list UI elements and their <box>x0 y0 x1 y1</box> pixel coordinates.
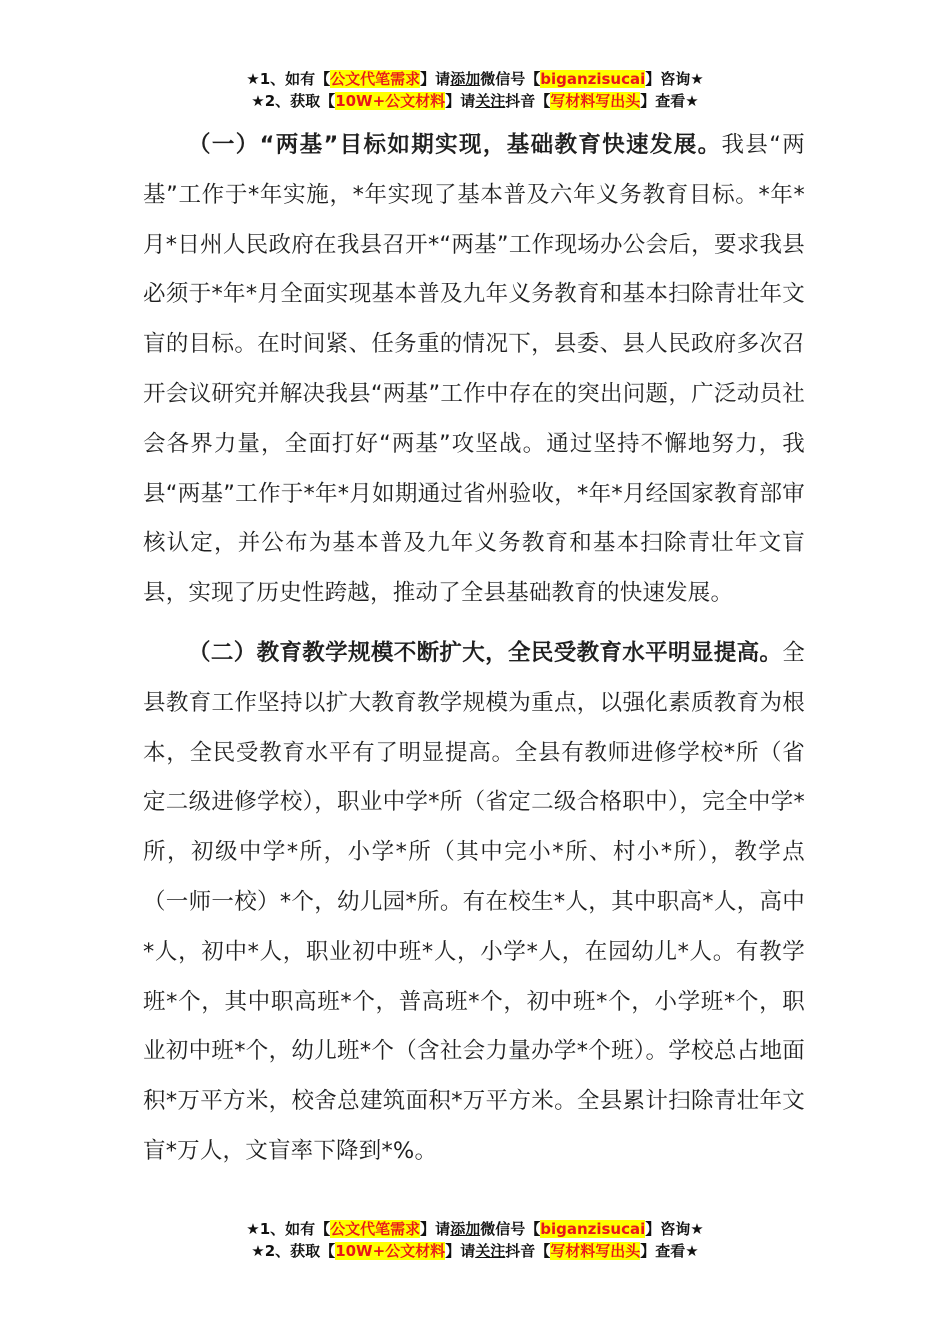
banner-underline: 添加 <box>450 1220 481 1238</box>
banner-text: 】请 <box>420 1220 451 1238</box>
paragraph-2 <box>143 629 805 1177</box>
banner-underline: 关注 <box>475 92 506 110</box>
banner-text: ★2、获取【 <box>251 92 336 110</box>
banner-text: 】查看★ <box>640 92 699 110</box>
banner-text: 】请 <box>445 1242 476 1260</box>
banner-highlight: biganzisucai <box>540 70 646 88</box>
banner-text: 】咨询★ <box>645 70 704 88</box>
paragraph-heading: （一）“两基”目标如期实现，基础教育快速发展。 <box>188 132 722 158</box>
banner-line-2 <box>0 90 950 112</box>
paragraph-text: 全县教育工作坚持以扩大教育教学规模为重点，以强化素质教育为根本，全民受教育水平有了明显提高。全县有教师进修学校*所（省定二级进修学校），职业中学*所（省定二级合格职中），完全中学*所，初级中学*所，小学*所（其中完小*所、村小*所），教学点（一师一校）*个，幼儿园*所。有在校生*人，其中职高*人，高中*人，初中*人，职业初中班*人，小学*人，在园幼儿*人。有教学班*个，其中职高班*个，普高班*个，初中班*个，小学班*个，职业初中班*个，幼儿班*个（含社会力量办学*个班）。学校总占地面积*万平方米，校舍总建筑面积*万平方米。全县累计扫除青壮年文盲*万人，文盲率下降到*%。 <box>143 639 805 1164</box>
banner-highlight: 10W+公文材料 <box>335 92 446 110</box>
banner-line-2 <box>0 1240 950 1262</box>
document-body <box>143 121 805 1177</box>
paragraph-heading: （二）教育教学规模不断扩大，全民受教育水平明显提高。 <box>188 639 783 666</box>
banner-text: ★2、获取【 <box>251 1242 336 1260</box>
banner-highlight: 写材料写出头 <box>550 92 641 110</box>
banner-underline: 关注 <box>475 1242 506 1260</box>
banner-text: 微信号【 <box>480 1220 541 1238</box>
banner-text: 微信号【 <box>480 70 541 88</box>
banner-underline: 添加 <box>450 70 481 88</box>
banner-text: ★1、如有【 <box>246 1220 331 1238</box>
paragraph-text: 我县“两基”工作于*年实施，*年实现了基本普及六年义务教育目标。*年*月*日州人民政府在我县召开*“两基”工作现场办公会后，要求我县必须于*年*月全面实现基本普及九年义务教育和基本扫除青壮年文盲的目标。在时间紧、任务重的情况下，县委、县人民政府多次召开会议研究并解决我县“两基”工作中存在的突出问题，广泛动员社会各界力量，全面打好“两基”攻坚战。通过坚持不懈地努力，我县“两基”工作于*年*月如期通过省州验收，*年*月经国家教育部审核认定，并公布为基本普及九年义务教育和基本扫除青壮年文盲县，实现了历史性跨越，推动了全县基础教育的快速发展。 <box>143 132 805 607</box>
banner-text: ★1、如有【 <box>246 70 331 88</box>
banner-text: 】咨询★ <box>645 1220 704 1238</box>
footer-banner <box>0 1218 950 1262</box>
banner-text: 】查看★ <box>640 1242 699 1260</box>
header-banner <box>0 68 950 112</box>
banner-highlight: 10W+公文材料 <box>335 1242 446 1260</box>
banner-highlight: 公文代笔需求 <box>330 1220 421 1238</box>
banner-highlight: 公文代笔需求 <box>330 70 421 88</box>
paragraph-1 <box>143 121 805 619</box>
banner-text: 抖音【 <box>505 1242 551 1260</box>
banner-highlight: biganzisucai <box>540 1220 646 1238</box>
banner-text: 】请 <box>420 70 451 88</box>
banner-text: 抖音【 <box>505 92 551 110</box>
banner-line-1 <box>0 1218 950 1240</box>
banner-line-1 <box>0 68 950 90</box>
banner-highlight: 写材料写出头 <box>550 1242 641 1260</box>
banner-text: 】请 <box>445 92 476 110</box>
